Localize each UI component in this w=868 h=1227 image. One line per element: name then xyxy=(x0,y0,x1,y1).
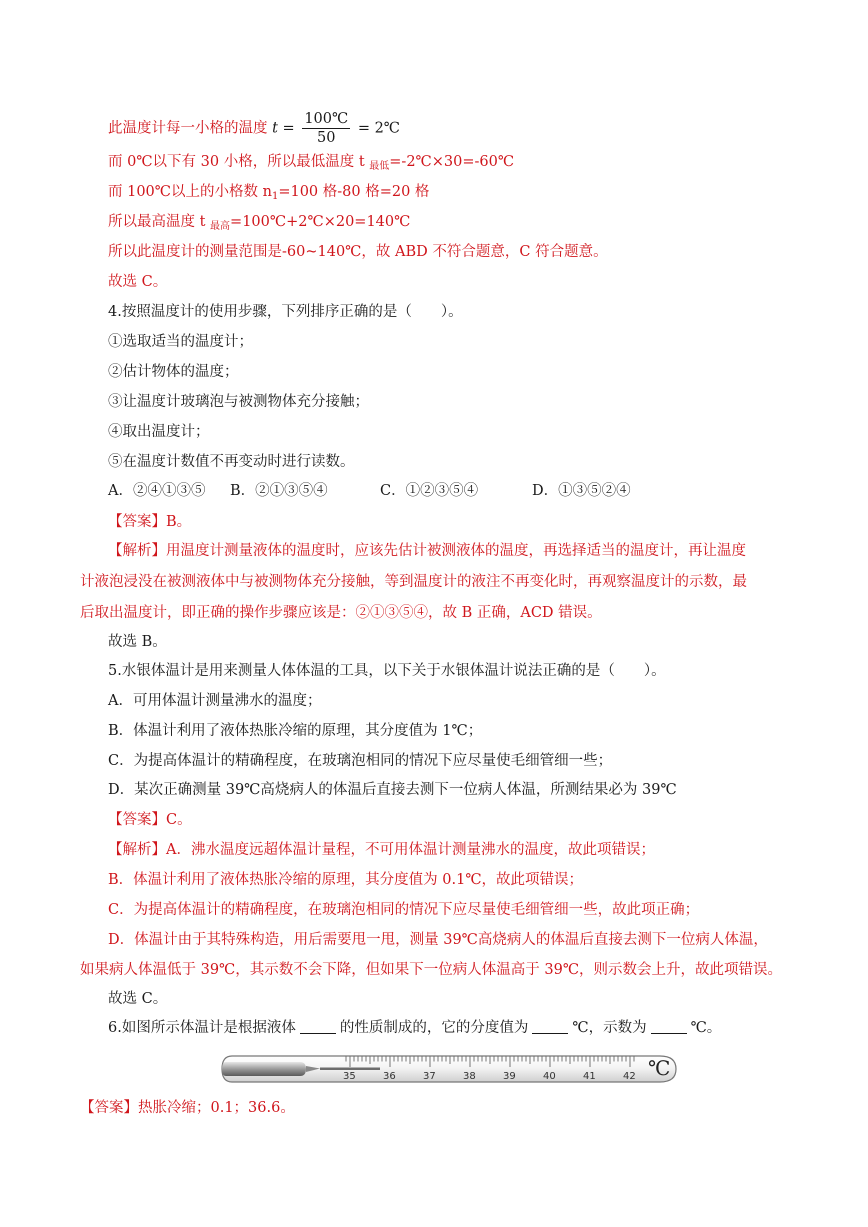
q6-blank-3[interactable] xyxy=(651,1019,687,1034)
q4-step-1: ①选取适当的温度计； xyxy=(108,334,253,350)
q5-answer: 【答案】C。 xyxy=(108,812,192,828)
q5-analysis-d-1: D．体温计由于其特殊构造，用后需要甩一甩，测量 39℃高烧病人的体温后直接去测下一位病人体温， xyxy=(108,932,768,948)
q6-blank-2[interactable] xyxy=(532,1019,568,1034)
solution-text: 此温度计每一小格的温度 xyxy=(108,120,268,137)
q4-step-4: ④取出温度计； xyxy=(108,424,210,440)
variable-t: t xyxy=(272,120,278,137)
solution-line-5: 所以此温度计的测量范围是-60~140℃，故 ABD 不符合题意，C 符合题意。 xyxy=(108,244,608,260)
solution-choose: 故选 C。 xyxy=(108,274,168,290)
q4-step-5: ⑤在温度计数值不再变动时进行读数。 xyxy=(108,454,355,470)
clinical-thermometer-figure xyxy=(220,1048,680,1090)
scale-label: 37 xyxy=(423,1071,436,1082)
scale-label: 42 xyxy=(623,1071,636,1082)
q4-options xyxy=(108,481,631,501)
scale-label: 36 xyxy=(383,1071,396,1082)
fraction-denominator: 50 xyxy=(317,130,336,146)
q6-blank-1[interactable] xyxy=(300,1019,336,1034)
q4-option-b: B．②①③⑤④ xyxy=(230,483,328,499)
q4-answer: 【答案】B。 xyxy=(108,514,192,530)
q4-step-3: ③让温度计玻璃泡与被测物体充分接触； xyxy=(108,394,369,410)
q5-analysis-a: 【解析】A．沸水温度远超体温计量程，不可用体温计测量沸水的温度，故此项错误； xyxy=(108,842,655,858)
q4-choose: 故选 B。 xyxy=(108,634,167,650)
q4-analysis-2: 计液泡浸没在被测液体中与被测物体充分接触，等到温度计的液注不再变化时，再观察温度计的示数，最 xyxy=(80,574,747,590)
q5-analysis-d-2: 如果病人体温低于 39℃，其示数不会下降，但如果下一位病人体温高于 39℃，则示数会上升，故此项错误。 xyxy=(80,962,783,978)
q5-stem: 5.水银体温计是用来测量人体体温的工具，以下关于水银体温计说法正确的是（ ）。 xyxy=(108,663,666,679)
q6-answer: 【答案】热胀冷缩；0.1；36.6。 xyxy=(80,1100,295,1116)
q4-step-2: ②估计物体的温度； xyxy=(108,364,239,380)
q4-analysis-1: 【解析】用温度计测量液体的温度时，应该先估计被测液体的温度，再选择适当的温度计，再让温度 xyxy=(108,543,746,559)
solution-line-4: 所以最高温度 t $_{最高}$=100℃+2℃×20=140℃ xyxy=(108,214,411,232)
q4-analysis-3: 后取出温度计，即正确的操作步骤应该是：②①③⑤④，故 B 正确，ACD 错误。 xyxy=(80,605,602,621)
q6-stem: 6.如图所示体温计是根据液体 的性质制成的，它的分度值为 ℃，示数为 ℃。 xyxy=(108,1020,722,1036)
thermometer-bulb xyxy=(222,1062,306,1076)
q4-option-a: A．②④①③⑤ xyxy=(108,483,206,499)
solution-line-2: 而 0℃以下有 30 小格，所以最低温度 t $_{最低}$=-2℃×30=-60℃ xyxy=(108,154,515,172)
q4-option-c: C．①②③⑤④ xyxy=(380,483,479,499)
q5-option-b: B．体温计利用了液体热胀冷缩的原理，其分度值为 1℃； xyxy=(108,723,483,739)
q5-choose: 故选 C。 xyxy=(108,991,168,1007)
celsius-unit: ℃ xyxy=(648,1056,671,1080)
scale-label: 39 xyxy=(503,1071,516,1082)
scale-label: 41 xyxy=(583,1071,596,1082)
q5-analysis-c: C．为提高体温计的精确程度，在玻璃泡相同的情况下应尽量使毛细管细一些，故此项正确； xyxy=(108,902,700,918)
scale-label: 35 xyxy=(343,1071,356,1082)
q5-option-c: C．为提高体温计的精确程度，在玻璃泡相同的情况下应尽量使毛细管细一些； xyxy=(108,753,613,769)
q4-option-d: D．①③⑤②④ xyxy=(532,483,631,499)
q5-analysis-b: B．体温计利用了液体热胀冷缩的原理，其分度值为 0.1℃，故此项错误； xyxy=(108,872,584,888)
q4-stem: 4.按照温度计的使用步骤，下列排序正确的是（ ）。 xyxy=(108,304,463,320)
fraction xyxy=(302,110,350,147)
mercury-column xyxy=(320,1068,380,1071)
q5-option-a: A．可用体温计测量沸水的温度； xyxy=(108,693,322,709)
solution-line-1: 此温度计每一小格的温度 t = $\frac{100℃}{50}$ = 2℃ xyxy=(108,111,401,146)
scale-label: 38 xyxy=(463,1071,476,1082)
fraction-numerator: 100℃ xyxy=(304,111,349,127)
solution-line-3: 而 100℃以上的小格数 $n_1=100$ 格-80 格=20 格 xyxy=(108,184,430,202)
fraction-result: = 2℃ xyxy=(357,120,401,137)
q5-option-d: D．某次正确测量 39℃高烧病人的体温后直接去测下一位病人体温，所测结果必为 39℃ xyxy=(108,782,677,798)
scale-label: 40 xyxy=(543,1071,556,1082)
